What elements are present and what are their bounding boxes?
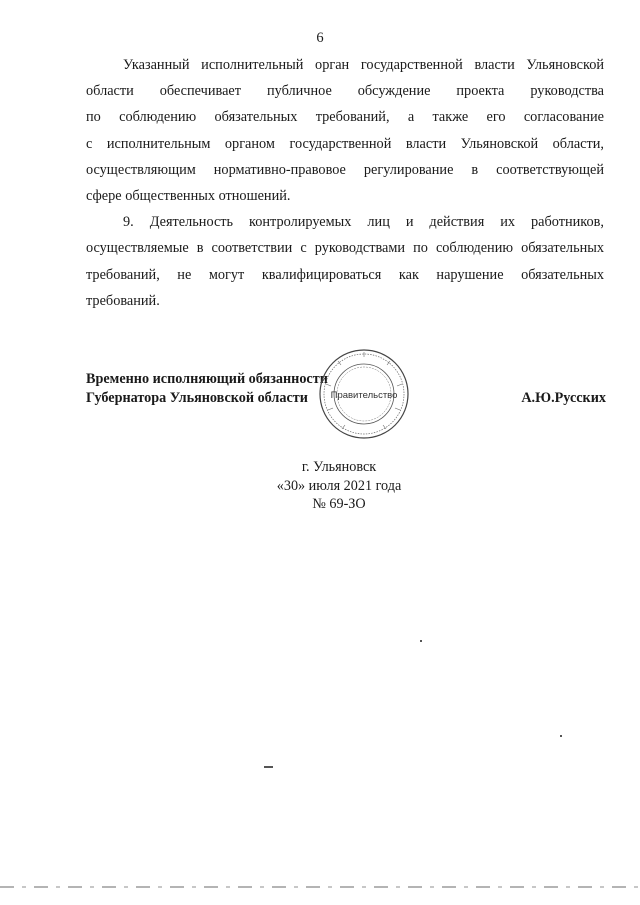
scan-artifact [420, 640, 422, 642]
paragraph-item-9 [86, 209, 604, 314]
text-line: осуществляемые в соответствии с руководствами по соблюдению обязательных [86, 240, 604, 257]
scan-artifact [264, 766, 273, 768]
law-number: № 69-ЗО [312, 496, 366, 512]
official-seal-stamp [318, 348, 410, 440]
text-line: Указанный исполнительный орган государственной власти Ульяновской [123, 57, 604, 73]
text-line: требований. [86, 292, 160, 309]
text-line: требований, не могут квалифицироваться как нарушение обязательных [86, 266, 604, 283]
text-line: с исполнительным органом государственной власти Ульяновской области, [86, 135, 604, 152]
scan-bottom-edge [0, 886, 640, 888]
text-line: сфере общественных отношений. [86, 188, 291, 205]
text-line: по соблюдению обязательных требований, а также его согласование [86, 109, 604, 126]
signatory-position [86, 370, 328, 408]
text-line: осуществляющим нормативно-правовое регулирование в соответствующей [86, 161, 604, 178]
paragraph-public-discussion [86, 52, 604, 209]
document-body [86, 52, 604, 314]
page-number: 6 [316, 30, 324, 46]
scan-artifact [560, 735, 562, 737]
signatory-name: А.Ю.Русских [521, 390, 606, 406]
position-line: Губернатора Ульяновской области [86, 390, 308, 406]
signing-date: «30» июля 2021 года [276, 477, 402, 494]
text-line: области обеспечивает публичное обсуждение проекта руководства [86, 83, 604, 100]
position-line: Временно исполняющий обязанности [86, 371, 328, 387]
text-line: 9. Деятельность контролируемых лиц и действия их работников, [123, 214, 604, 231]
seal-text: Правительство [330, 390, 398, 401]
signing-details [0, 458, 640, 514]
signing-city: г. Ульяновск [301, 459, 377, 475]
